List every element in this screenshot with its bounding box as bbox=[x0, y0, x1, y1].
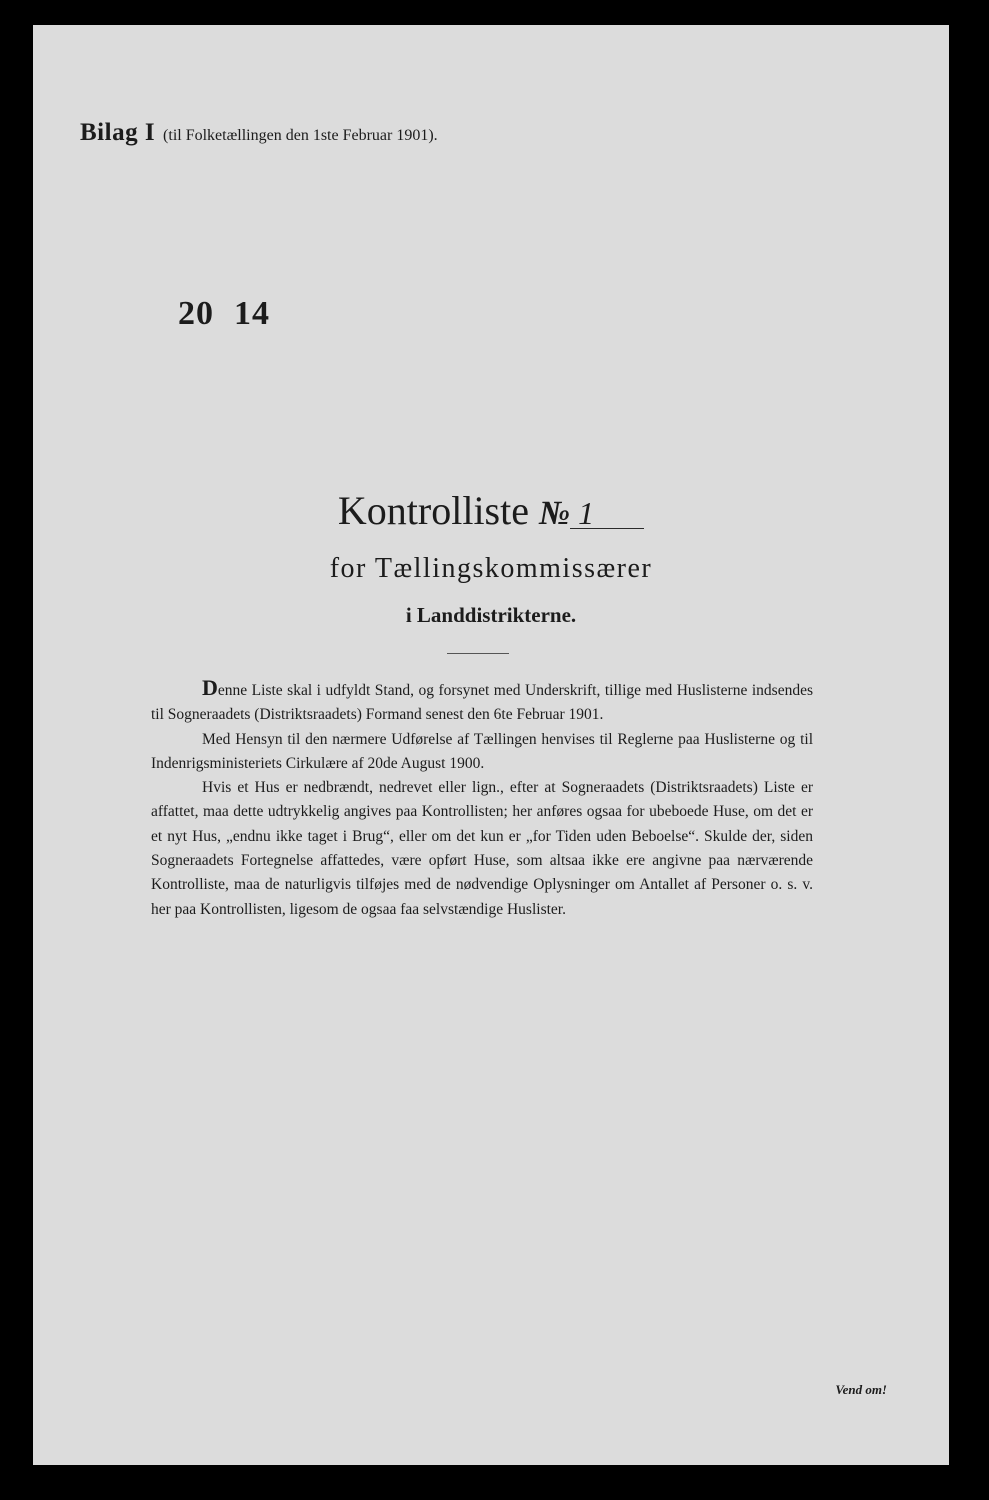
paragraph-2: Med Hensyn til den nærmere Udførelse af Tællingen henvises til Reglerne paa Huslisterne og til Indenrigsministeriets Cirkulære af 20de August 1900. bbox=[151, 730, 813, 772]
number-part-1: 20 bbox=[178, 295, 214, 332]
number-part-2: 14 bbox=[234, 295, 270, 332]
number-sign: № bbox=[538, 495, 571, 532]
title-line-2: for Tællingskommissærer bbox=[329, 553, 653, 584]
paragraph-1 bbox=[151, 676, 813, 728]
title-line-3: i Landdistrikterne. bbox=[405, 603, 577, 627]
turn-over-note: Vend om! bbox=[835, 1382, 887, 1397]
drop-cap: D bbox=[202, 675, 218, 700]
divider bbox=[447, 653, 509, 654]
title-main: Kontrolliste bbox=[337, 488, 529, 533]
paragraph-1-text: enne Liste skal i udfyldt Stand, og forsynet med Underskrift, tillige med Huslisterne indsendes til Sogneraadets (Distriktsraadets) Formand senest den 6te Februar 1901. bbox=[151, 682, 813, 724]
page-title bbox=[33, 487, 949, 534]
handwritten-number bbox=[178, 295, 270, 333]
instructions-body bbox=[151, 676, 813, 922]
appendix-label: Bilag I bbox=[80, 119, 156, 146]
paragraph-3: Hvis et Hus er nedbrændt, nedrevet eller lign., efter at Sogneraadets (Distriktsraadets) Liste er affattet, maa dette udtrykkelig angives paa Kontrollisten; her anføres ogsaa for ubeboede Huse, om det er et nyt Hus, „endnu ikke taget i Brug“, eller om det kun er „for Tiden uden Beboelse“. Skulde der, siden Sogneraadets Fortegnelse affattedes, være opført Huse, som altsaa ikke ere angivne paa nærværende Kontrolliste, maa de naturligvis tilføjes med de nødvendige Oplysninger om Antallet af Personer o. s. v. her paa Kontrollisten, ligesom de ogsaa faa selvstændige Huslister. bbox=[151, 779, 813, 918]
header bbox=[80, 119, 438, 147]
document-page bbox=[33, 25, 949, 1465]
appendix-subtitle: (til Folketællingen den 1ste Februar 1901). bbox=[163, 127, 438, 144]
list-number-field: 1 bbox=[570, 498, 644, 529]
